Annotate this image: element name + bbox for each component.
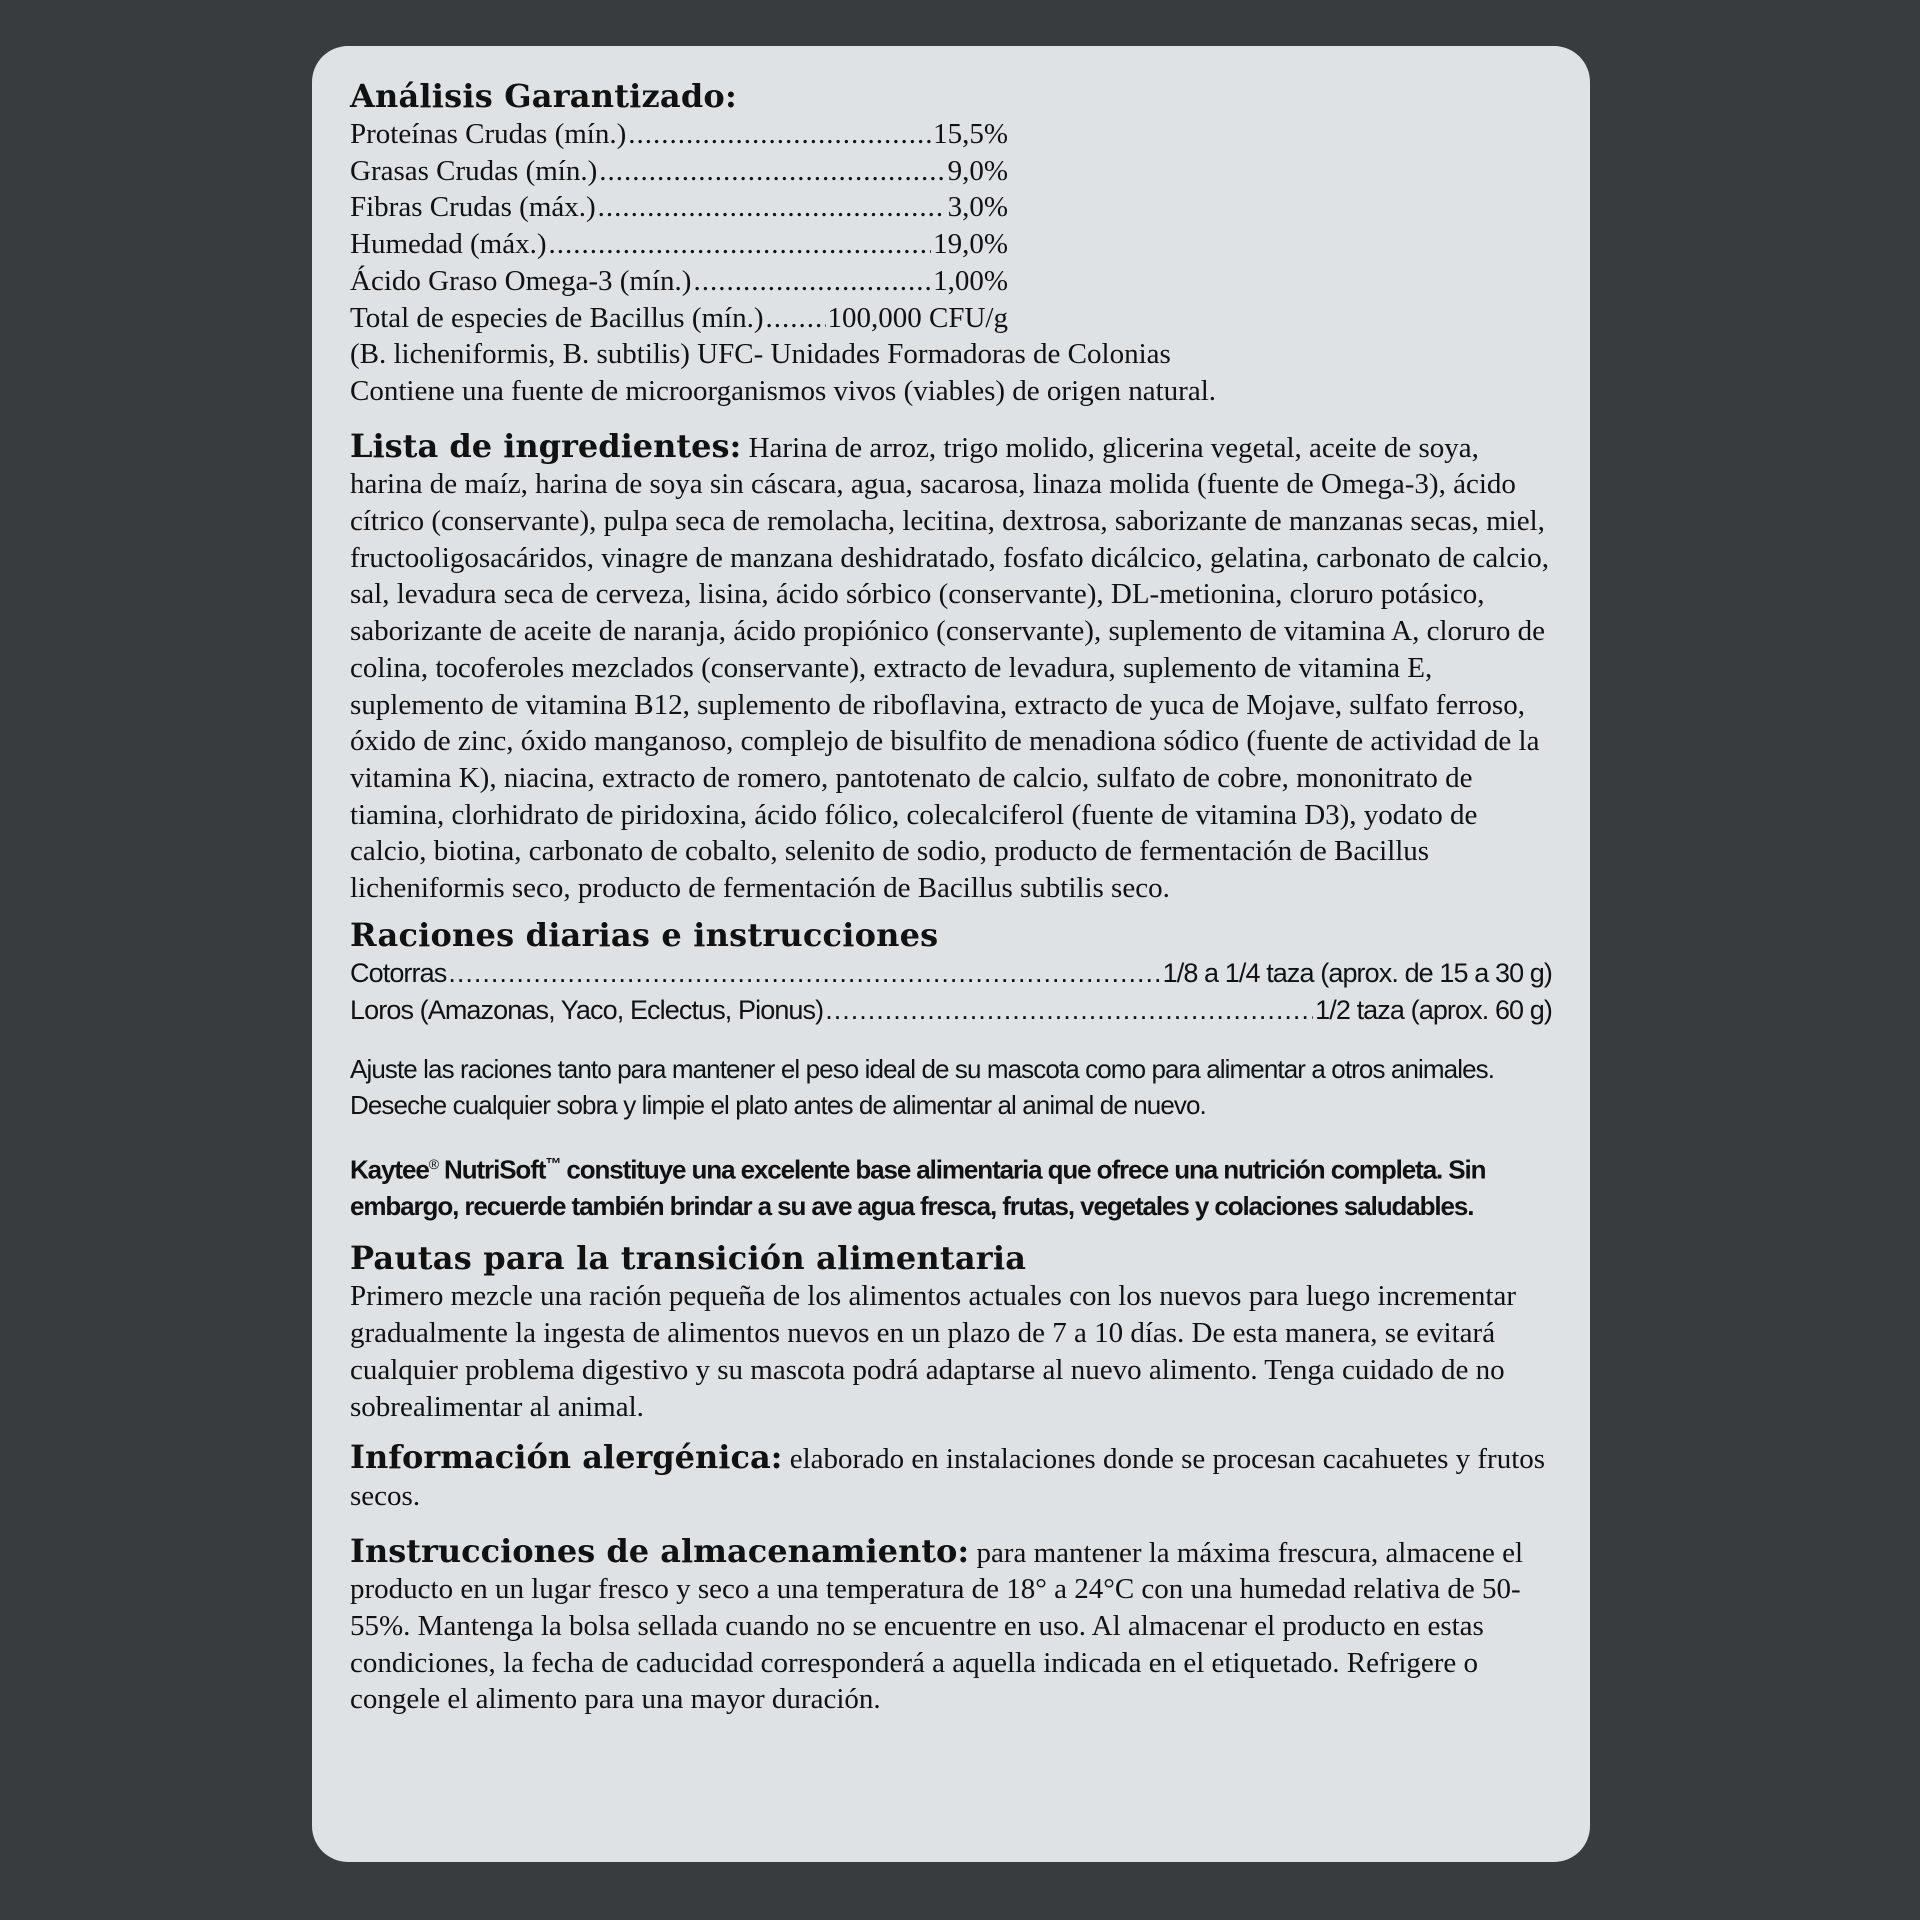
storage-heading: Instrucciones de almacenamiento: bbox=[350, 1531, 970, 1570]
analysis-value: 100,000 CFU/g bbox=[827, 301, 1008, 334]
allergen-text: elaborado en instalaciones donde se procesan cacahuetes y frutos secos. bbox=[350, 1443, 1546, 1512]
guaranteed-analysis-section bbox=[350, 76, 1552, 410]
analysis-label: Grasas Crudas (mín.) bbox=[350, 154, 598, 187]
dot-leader bbox=[766, 300, 826, 337]
allergen-section bbox=[350, 1439, 1552, 1514]
analysis-label: Fibras Crudas (máx.) bbox=[350, 191, 596, 224]
rations-section bbox=[350, 915, 1552, 1225]
analysis-row bbox=[350, 300, 1008, 337]
ration-value: 1/8 a 1/4 taza (aprox. de 15 a 30 g) bbox=[1162, 957, 1552, 988]
analysis-note: Contiene una fuente de microorganismos vivos (viables) de origen natural. bbox=[350, 374, 1217, 407]
storage-section bbox=[350, 1533, 1552, 1719]
nutrition-statement-text: constituye una excelente base alimentaria que ofrece una nutrición completa. Sin embargo, recuerde también brindar a su ave agua fresca, frutas, vegetales y colaciones saludables. bbox=[350, 1154, 1486, 1221]
analysis-note: (B. licheniformis, B. subtilis) UFC- Unidades Formadoras de Colonias bbox=[350, 338, 1171, 371]
analysis-label: Total de especies de Bacillus (mín.) bbox=[350, 301, 764, 334]
ration-value: 1/2 taza (aprox. 60 g) bbox=[1315, 994, 1552, 1025]
product-name: NutriSoft bbox=[437, 1154, 546, 1185]
dot-leader bbox=[825, 992, 1313, 1029]
transition-heading: Pautas para la transición alimentaria bbox=[350, 1239, 1027, 1278]
guaranteed-analysis-heading: Análisis Garantizado: bbox=[350, 77, 737, 115]
analysis-row bbox=[350, 153, 1008, 190]
dot-leader bbox=[693, 263, 931, 300]
dot-leader bbox=[549, 226, 932, 263]
transition-text: Primero mezcle una ración pequeña de los alimentos actuales con los nuevos para luego incrementar gradualmente la ingesta de alimentos nuevos en un plazo de 7 a 10 días. De esta manera, se evitará cualquier problema digestivo y su mascota podrá adaptarse al nuevo alimento. Tenga cuidado de no sobrealimentar al animal. bbox=[350, 1280, 1517, 1423]
analysis-row bbox=[350, 189, 1008, 226]
analysis-row bbox=[350, 226, 1008, 263]
ration-adjust-note: Ajuste las raciones tanto para mantener el peso ideal de su mascota como para alimentar a otros animales. bbox=[350, 1053, 1495, 1084]
analysis-label: Proteínas Crudas (mín.) bbox=[350, 118, 627, 150]
ration-row bbox=[350, 955, 1552, 992]
registered-mark: ® bbox=[428, 1155, 438, 1172]
transition-section bbox=[350, 1238, 1552, 1425]
ingredients-section bbox=[350, 428, 1552, 907]
ration-label: Cotorras bbox=[350, 957, 447, 988]
ingredients-text: Harina de arroz, trigo molido, glicerina vegetal, aceite de soya, harina de maíz, harina de soya sin cáscara, agua, sacarosa, linaza molida (fuente de Omega-3), ácido cítrico (conservante), pulpa seca de remolacha, lecitina, dextrosa, saborizante de manzanas secas, miel, fructooligosacáridos, vinagre de manzana deshidratado, fosfato dicálcico, gelatina, carbonato de calcio, sal, levadura seca de cerveza, lisina, ácido sórbico (conservante), DL-metionina, cloruro potásico, saborizante de aceite de naranja, ácido propiónico (conservante), suplemento de vitamina A, cloruro de colina, tocoferoles mezclados (conservante), extracto de levadura, suplemento de vitamina E, suplemento de vitamina B12, suplemento de riboflavina, extracto de yuca de Mojave, sulfato ferroso, óxido de zinc, óxido manganoso, complejo de bisulfito de menadiona sódico (fuente de actividad de la vitamina K), niacina, extracto de romero, pantotenato de calcio, sulfato de cobre, mononitrato de tiamina, clorhidrato de piridoxina, ácido fólico, colecalciferol (fuente de vitamina D3), yodato de calcio, biotina, carbonato de cobalto, selenito de sodio, producto de fermentación de Bacillus licheniformis seco, producto de fermentación de Bacillus subtilis seco. bbox=[350, 431, 1549, 905]
allergen-heading: Información alergénica: bbox=[350, 1438, 783, 1477]
dot-leader bbox=[628, 116, 931, 153]
analysis-value: 19,0% bbox=[933, 228, 1008, 261]
analysis-label: Humedad (máx.) bbox=[350, 228, 547, 261]
analysis-label: Ácido Graso Omega-3 (mín.) bbox=[350, 264, 692, 297]
analysis-row bbox=[350, 116, 1008, 153]
analysis-row bbox=[350, 263, 1008, 300]
storage-text: para mantener la máxima frescura, almacene el producto en un lugar fresco y seco a una temperatura de 18° a 24°C con una humedad relativa de 50-55%. Mantenga la bolsa sellada cuando no se encuentre en uso. Al almacenar el producto en estas condiciones, la fecha de caducidad corresponderá a aquella indicada en el etiquetado. Refrigere o congele el alimento para una mayor duración. bbox=[350, 1536, 1524, 1716]
dot-leader bbox=[599, 153, 945, 190]
dot-leader bbox=[598, 189, 946, 226]
ration-row bbox=[350, 992, 1552, 1029]
label-panel bbox=[312, 46, 1590, 1862]
nutrition-statement bbox=[350, 1146, 1552, 1225]
analysis-value: 9,0% bbox=[947, 154, 1008, 187]
ingredients-heading: Lista de ingredientes: bbox=[350, 426, 742, 465]
analysis-value: 3,0% bbox=[947, 191, 1008, 224]
trademark-mark: ™ bbox=[545, 1155, 561, 1173]
dot-leader bbox=[448, 955, 1160, 992]
brand-name: Kaytee bbox=[350, 1154, 429, 1185]
rations-heading: Raciones diarias e instrucciones bbox=[350, 915, 939, 954]
analysis-table bbox=[350, 116, 1008, 336]
analysis-value: 15,5% bbox=[933, 118, 1008, 150]
ration-label: Loros (Amazonas, Yaco, Eclectus, Pionus) bbox=[350, 994, 824, 1025]
analysis-value: 1,00% bbox=[933, 264, 1008, 297]
allergen-paragraph bbox=[350, 1439, 1552, 1514]
ingredients-paragraph bbox=[350, 428, 1552, 907]
ration-discard-note: Deseche cualquier sobra y limpie el plato antes de alimentar al animal de nuevo. bbox=[350, 1090, 1206, 1121]
storage-paragraph bbox=[350, 1533, 1552, 1719]
